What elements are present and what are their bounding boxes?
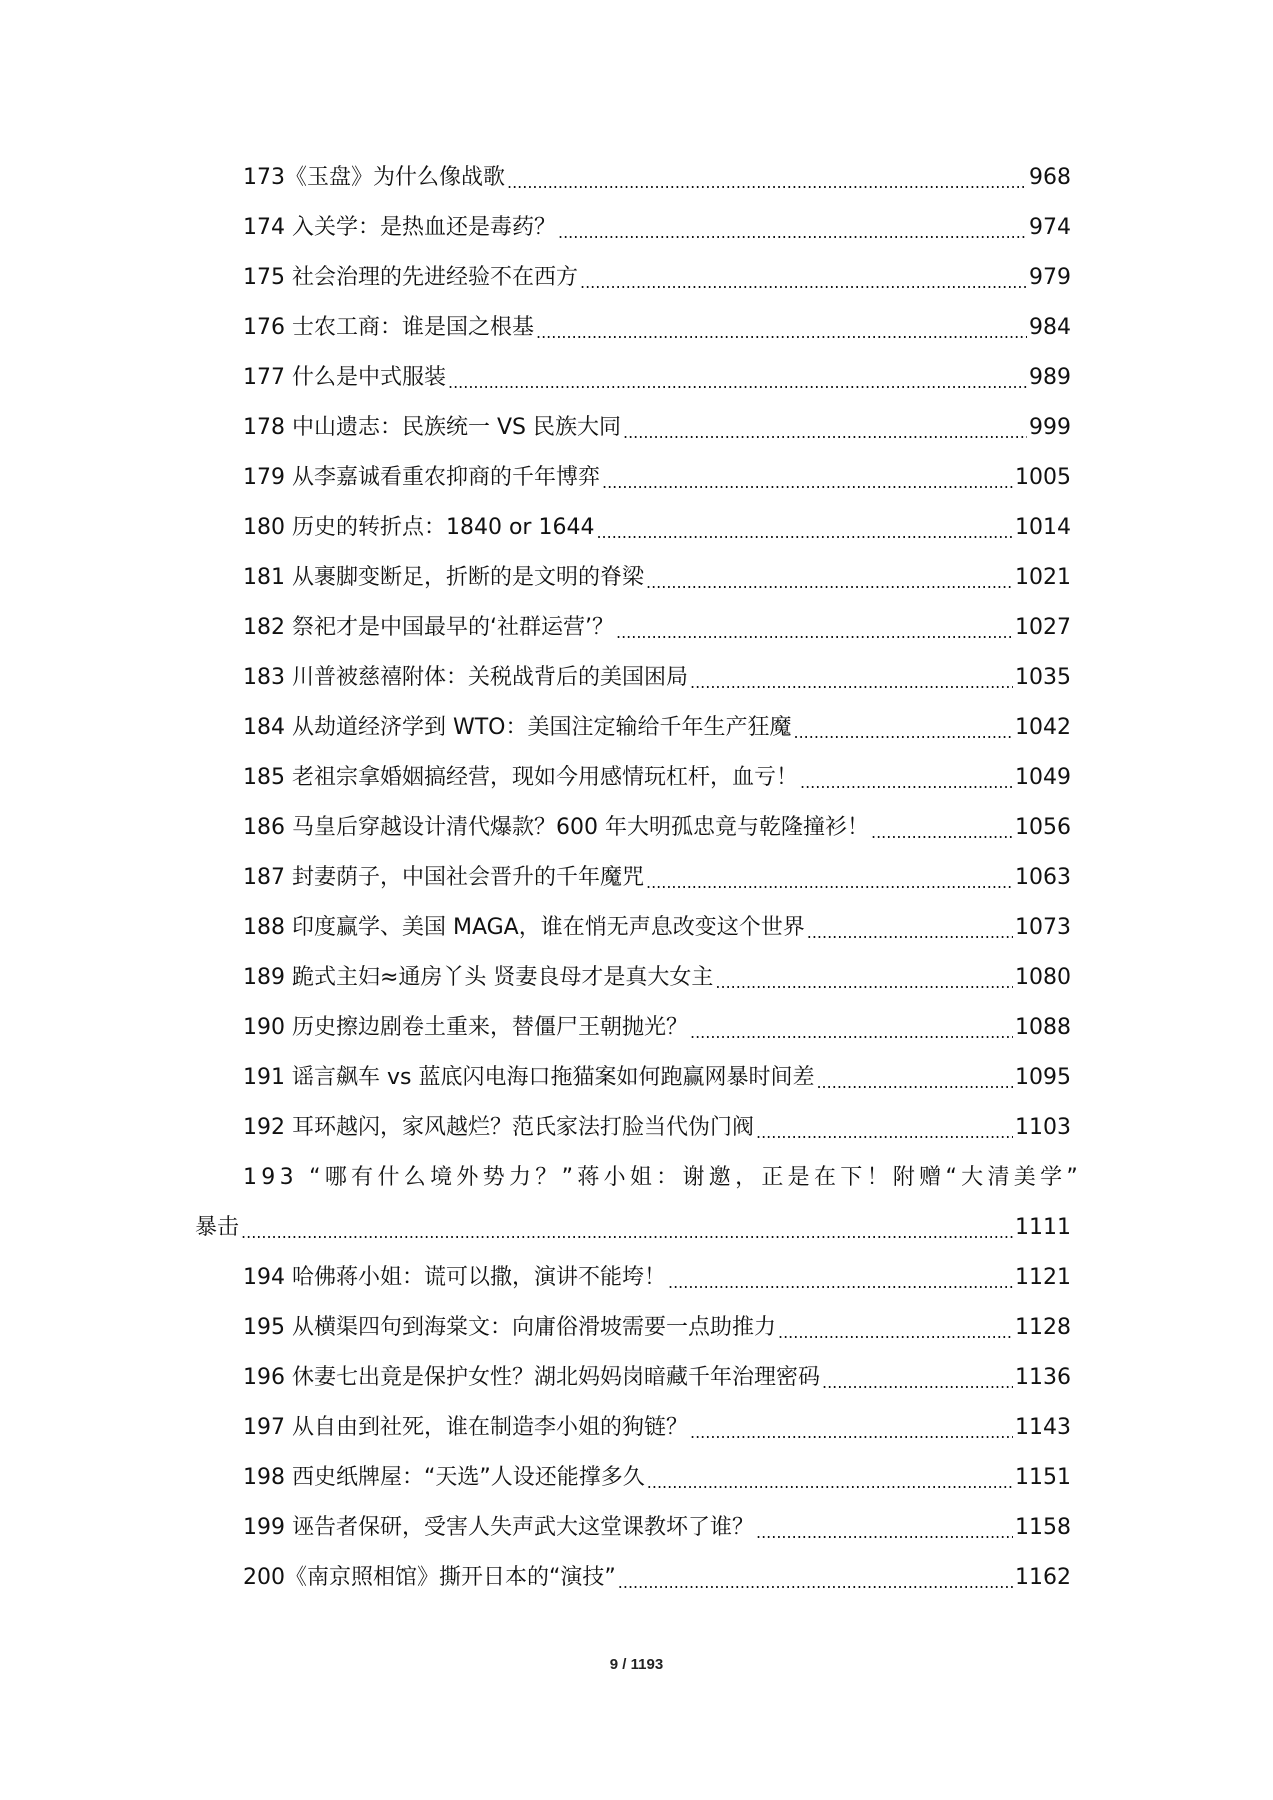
toc-entry-title: 181 从裹脚变断足，折断的是文明的脊梁 xyxy=(243,565,644,590)
toc-leader-dots xyxy=(241,1214,1013,1242)
toc-entry-page: 1035 xyxy=(1015,665,1071,690)
toc-leader-dots xyxy=(507,164,1027,192)
toc-entry-page: 984 xyxy=(1029,315,1071,340)
toc-entry-page: 1151 xyxy=(1015,1465,1071,1490)
toc-entry-title: 183 川普被慈禧附体：关税战背后的美国困局 xyxy=(243,665,688,690)
toc-entry-title: 194 哈佛蒋小姐：谎可以撒，演讲不能垮！ xyxy=(243,1265,666,1290)
toc-entry-title: 176 士农工商：谁是国之根基 xyxy=(243,315,534,340)
toc-entry-title: 188 印度赢学、美国 MAGA，谁在悄无声息改变这个世界 xyxy=(243,915,805,940)
toc-entry-page: 979 xyxy=(1029,265,1071,290)
toc-entry-page: 1121 xyxy=(1015,1265,1071,1290)
toc-entry-wrapped-line2[interactable] xyxy=(195,1208,1071,1242)
toc-entry-page: 1021 xyxy=(1015,565,1071,590)
toc-entry[interactable] xyxy=(243,158,1071,192)
toc-entry[interactable] xyxy=(243,458,1071,492)
toc-entry-title: 196 休妻七出竟是保护女性？湖北妈妈岗暗藏千年治理密码 xyxy=(243,1365,820,1390)
toc-entry[interactable] xyxy=(243,658,1071,692)
toc-leader-dots xyxy=(822,1364,1013,1392)
toc-leader-dots xyxy=(618,1564,1013,1592)
toc-entry[interactable] xyxy=(243,308,1071,342)
toc-entry-title: 191 谣言飙车 vs 蓝底闪电海口拖猫案如何跑赢网暴时间差 xyxy=(243,1065,815,1090)
toc-entry-title: 187 封妻荫子，中国社会晋升的千年魔咒 xyxy=(243,865,644,890)
toc-entry[interactable] xyxy=(243,1458,1071,1492)
toc-leader-dots xyxy=(756,1114,1013,1142)
toc-entry-title: 185 老祖宗拿婚姻搞经营，现如今用感情玩杠杆，血亏！ xyxy=(243,765,798,790)
toc-entry[interactable] xyxy=(243,1008,1071,1042)
toc-entry-page: 1005 xyxy=(1015,465,1071,490)
toc-entry[interactable] xyxy=(243,708,1071,742)
toc-leader-dots xyxy=(794,714,1014,742)
toc-entry[interactable] xyxy=(243,808,1071,842)
toc-entry-page: 974 xyxy=(1029,215,1071,240)
toc-leader-dots xyxy=(715,964,1013,992)
toc-entry-page: 1080 xyxy=(1015,965,1071,990)
toc-entry-page: 999 xyxy=(1029,415,1071,440)
toc-entry[interactable] xyxy=(243,1408,1071,1442)
toc-entry-page: 1027 xyxy=(1015,615,1071,640)
toc-entry[interactable] xyxy=(243,758,1071,792)
toc-leader-dots xyxy=(690,1014,1013,1042)
toc-entry-title: 198 西史纸牌屋：“天选”人设还能撑多久 xyxy=(243,1465,645,1490)
toc-entry[interactable] xyxy=(243,1108,1071,1142)
toc-entry-page: 1128 xyxy=(1015,1315,1071,1340)
toc-entry-title: 暴击 xyxy=(195,1215,240,1240)
toc-entry-title: 182 祭祀才是中国最早的‘社群运营’？ xyxy=(243,615,614,640)
toc-entry-page: 989 xyxy=(1029,365,1071,390)
toc-entry-page: 1056 xyxy=(1015,815,1071,840)
toc-leader-dots xyxy=(647,1464,1013,1492)
toc-entry-title: 192 耳环越闪，家风越烂？范氏家法打脸当代伪门阀 xyxy=(243,1115,754,1140)
toc-entry-title: 184 从劫道经济学到 WTO：美国注定输给千年生产狂魔 xyxy=(243,715,792,740)
toc-leader-dots xyxy=(816,1064,1013,1092)
toc-entry-page: 1158 xyxy=(1015,1515,1071,1540)
toc-leader-dots xyxy=(807,914,1013,942)
toc-entry[interactable] xyxy=(243,1558,1071,1592)
toc-leader-dots xyxy=(596,514,1013,542)
toc-entry-title: 189 跪式主妇≈通房丫头 贤妻良母才是真大女主 xyxy=(243,965,714,990)
toc-leader-dots xyxy=(602,464,1013,492)
toc-leader-dots xyxy=(580,264,1027,292)
toc-leader-dots xyxy=(871,814,1013,842)
toc-entry[interactable] xyxy=(243,1058,1071,1092)
toc-entry-title: 190 历史擦边剧卷土重来，替僵尸王朝抛光？ xyxy=(243,1015,688,1040)
page-footer xyxy=(0,1656,1273,1673)
toc-entry-page: 1136 xyxy=(1015,1365,1071,1390)
toc-entry-page: 1073 xyxy=(1015,915,1071,940)
toc-leader-dots xyxy=(690,1414,1013,1442)
toc-entry[interactable] xyxy=(243,958,1071,992)
toc-entry[interactable] xyxy=(243,908,1071,942)
toc-entry-page: 1014 xyxy=(1015,515,1071,540)
toc-entry-page: 1088 xyxy=(1015,1015,1071,1040)
toc-entry-page: 1162 xyxy=(1015,1565,1071,1590)
toc-entry-title: 177 什么是中式服装 xyxy=(243,365,446,390)
toc-leader-dots xyxy=(668,1264,1013,1292)
toc-entry-page: 1049 xyxy=(1015,765,1071,790)
page-number-indicator: 9 / 1193 xyxy=(609,1656,664,1673)
toc-leader-dots xyxy=(756,1514,1013,1542)
toc-entry-title: 199 诬告者保研，受害人失声武大这堂课教坏了谁？ xyxy=(243,1515,754,1540)
toc-entry-title: 175 社会治理的先进经验不在西方 xyxy=(243,265,578,290)
toc-leader-dots xyxy=(616,614,1013,642)
toc-entry[interactable] xyxy=(243,258,1071,292)
toc-leader-dots xyxy=(778,1314,1013,1342)
toc-entry-title: 195 从横渠四句到海棠文：向庸俗滑坡需要一点助推力 xyxy=(243,1315,776,1340)
toc-entry-page: 1042 xyxy=(1015,715,1071,740)
toc-entry-page: 968 xyxy=(1029,165,1071,190)
toc-entry-page: 1095 xyxy=(1015,1065,1071,1090)
toc-leader-dots xyxy=(800,764,1013,792)
toc-leader-dots xyxy=(690,664,1013,692)
toc-entry[interactable] xyxy=(243,358,1071,392)
toc-entry-wrapped-line1[interactable]: 193 “哪有什么境外势力？”蒋小姐：谢邀，正是在下！附赠“大清美学” xyxy=(243,1165,1083,1190)
toc-entry-title: 174 入关学：是热血还是毒药？ xyxy=(243,215,556,240)
toc-entry-title: 200《南京照相馆》撕开日本的“演技” xyxy=(243,1565,616,1590)
toc-entry[interactable] xyxy=(243,558,1071,592)
toc-leader-dots xyxy=(448,364,1027,392)
toc-entry-title: 179 从李嘉诚看重农抑商的千年博弈 xyxy=(243,465,600,490)
toc-entry[interactable] xyxy=(243,608,1071,642)
toc-entry-title: 173《玉盘》为什么像战歌 xyxy=(243,165,505,190)
toc-entry[interactable] xyxy=(243,1258,1071,1292)
toc-entry[interactable] xyxy=(243,1358,1071,1392)
toc-leader-dots xyxy=(558,214,1027,242)
toc-entry-title: 186 马皇后穿越设计清代爆款？600 年大明孤忠竟与乾隆撞衫！ xyxy=(243,815,869,840)
toc-entry-title: 180 历史的转折点：1840 or 1644 xyxy=(243,515,595,540)
toc-entry[interactable] xyxy=(243,408,1071,442)
toc-entry-title: 197 从自由到社死，谁在制造李小姐的狗链？ xyxy=(243,1415,688,1440)
toc-entry-page: 1111 xyxy=(1015,1215,1071,1240)
toc-leader-dots xyxy=(646,864,1013,892)
toc-entry[interactable] xyxy=(243,858,1071,892)
toc-leader-dots xyxy=(623,414,1027,442)
toc-entry-page: 1143 xyxy=(1015,1415,1071,1440)
toc-entry[interactable] xyxy=(243,208,1071,242)
toc-entry[interactable] xyxy=(243,1308,1071,1342)
toc-leader-dots xyxy=(536,314,1027,342)
toc-entry-page: 1103 xyxy=(1015,1115,1071,1140)
toc-entry[interactable] xyxy=(243,508,1071,542)
toc-entry-page: 1063 xyxy=(1015,865,1071,890)
toc-entry-title: 178 中山遗志：民族统一 VS 民族大同 xyxy=(243,415,621,440)
toc-leader-dots xyxy=(646,564,1013,592)
toc-entry[interactable] xyxy=(243,1508,1071,1542)
